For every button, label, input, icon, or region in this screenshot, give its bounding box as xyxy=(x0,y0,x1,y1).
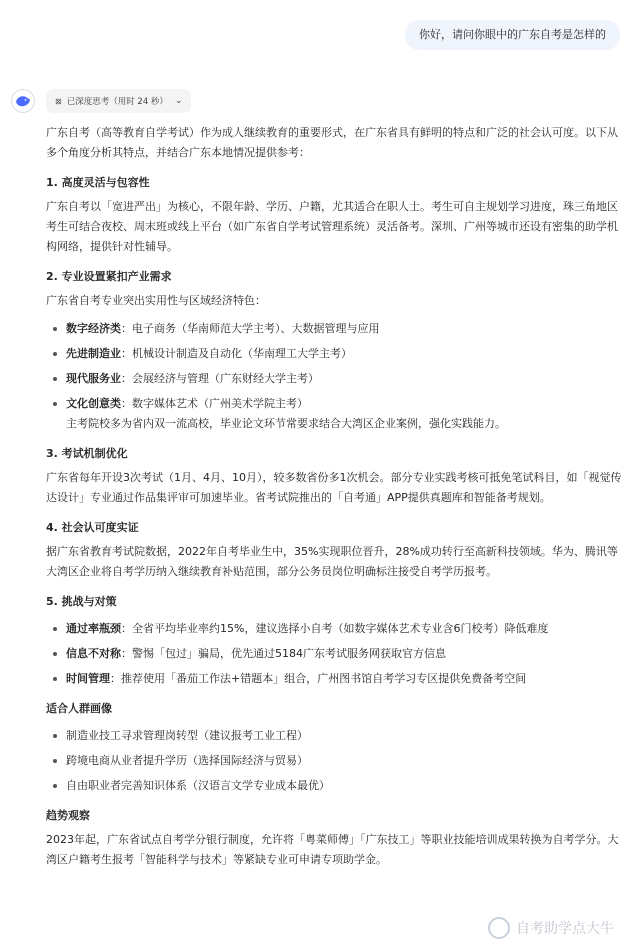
section-heading: 3. 考试机制优化 xyxy=(46,447,128,460)
deep-think-label: 已深度思考（用时 24 秒） xyxy=(66,97,168,107)
list-item: 文化创意类：数字媒体艺术（广州美术学院主考） 主考院校多为省内双一流高校，毕业论文环节常要求结合大湾区企业案例，强化实践能力。 xyxy=(46,394,622,434)
section-paragraph: 广东省自考专业突出实用性与区域经济特色： xyxy=(46,294,266,307)
chevron-down-icon: ⌄ xyxy=(174,96,183,106)
watermark-text: 自考助学点大牛 xyxy=(516,921,614,937)
section-paragraph: 2023年起，广东省试点自考学分银行制度，允许将「粤菜师傅」「广东技工」等职业技能培训成果转换为自考学分。大湾区户籍考生报考「智能科学与技术」等紧缺专业可申请专项助学金。 xyxy=(46,833,619,866)
user-message-text: 你好，请问你眼中的广东自考是怎样的 xyxy=(419,28,606,41)
list-item: 通过率瓶颈：全省平均毕业率约15%，建议选择小自考（如数字媒体艺术专业含6门校考）降低难度 xyxy=(46,619,622,639)
think-icon: ⊠ xyxy=(55,96,62,106)
watermark xyxy=(488,917,614,939)
list-item: 先进制造业：机械设计制造及自动化（华南理工大学主考） xyxy=(46,344,622,364)
bullet-list xyxy=(46,726,622,796)
whale-logo-icon xyxy=(15,94,31,108)
list-item: 自由职业者完善知识体系（汉语言文学专业成本最优） xyxy=(46,776,622,796)
user-message-bubble xyxy=(405,20,620,50)
section-paragraph: 据广东省教育考试院数据，2022年自考毕业生中，35%实现职位晋升，28%成功转行至高新科技领域。华为、腾讯等大湾区企业将自考学历纳入继续教育补贴范围，部分公务员岗位明确标注接受自考学历报考。 xyxy=(46,545,618,578)
section-heading: 5. 挑战与对策 xyxy=(46,595,117,608)
list-item-note: 主考院校多为省内双一流高校，毕业论文环节常要求结合大湾区企业案例，强化实践能力。 xyxy=(66,417,506,430)
bullet-list xyxy=(46,619,622,689)
assistant-response xyxy=(46,123,622,876)
section-heading: 适合人群画像 xyxy=(46,702,112,715)
section-heading: 1. 高度灵活与包容性 xyxy=(46,176,150,189)
section-heading: 4. 社会认可度实证 xyxy=(46,521,139,534)
list-item: 现代服务业：会展经济与管理（广东财经大学主考） xyxy=(46,369,622,389)
section-heading: 趋势观察 xyxy=(46,809,90,822)
section-paragraph: 广东省每年开设3次考试（1月、4月、10月），较多数省份多1次机会。部分专业实践考核可抵免笔试科目，如「视觉传达设计」专业通过作品集评审可加速毕业。省考试院推出的「自考通」APP提供真题库和智能备考规划。 xyxy=(46,471,622,504)
list-item: 制造业技工寻求管理岗转型（建议报考工业工程） xyxy=(46,726,622,746)
list-item: 时间管理：推荐使用「番茄工作法+错题本」组合，广州图书馆自考学习专区提供免费备考空间 xyxy=(46,669,622,689)
bullet-list xyxy=(46,319,622,434)
list-item: 跨境电商从业者提升学历（选择国际经济与贸易） xyxy=(46,751,622,771)
assistant-avatar xyxy=(11,89,35,113)
intro-paragraph: 广东自考（高等教育自学考试）作为成人继续教育的重要形式，在广东省具有鲜明的特点和广泛的社会认可度。以下从多个角度分析其特点，并结合广东本地情况提供参考： xyxy=(46,126,618,159)
list-item: 数字经济类：电子商务（华南师范大学主考）、大数据管理与应用 xyxy=(46,319,622,339)
section-paragraph: 广东自考以「宽进严出」为核心，不限年龄、学历、户籍，尤其适合在职人士。考生可自主规划学习进度，珠三角地区考生可结合夜校、周末班或线上平台（如广东省自学考试管理系统）灵活备考。深圳、广州等城市还设有密集的助学机构网络，提供针对性辅导。 xyxy=(46,200,618,253)
list-item: 信息不对称：警惕「包过」骗局，优先通过5184广东考试服务网获取官方信息 xyxy=(46,644,622,664)
deep-think-toggle[interactable] xyxy=(46,89,191,113)
section-heading: 2. 专业设置紧扣产业需求 xyxy=(46,270,172,283)
watermark-logo-icon xyxy=(488,917,510,939)
